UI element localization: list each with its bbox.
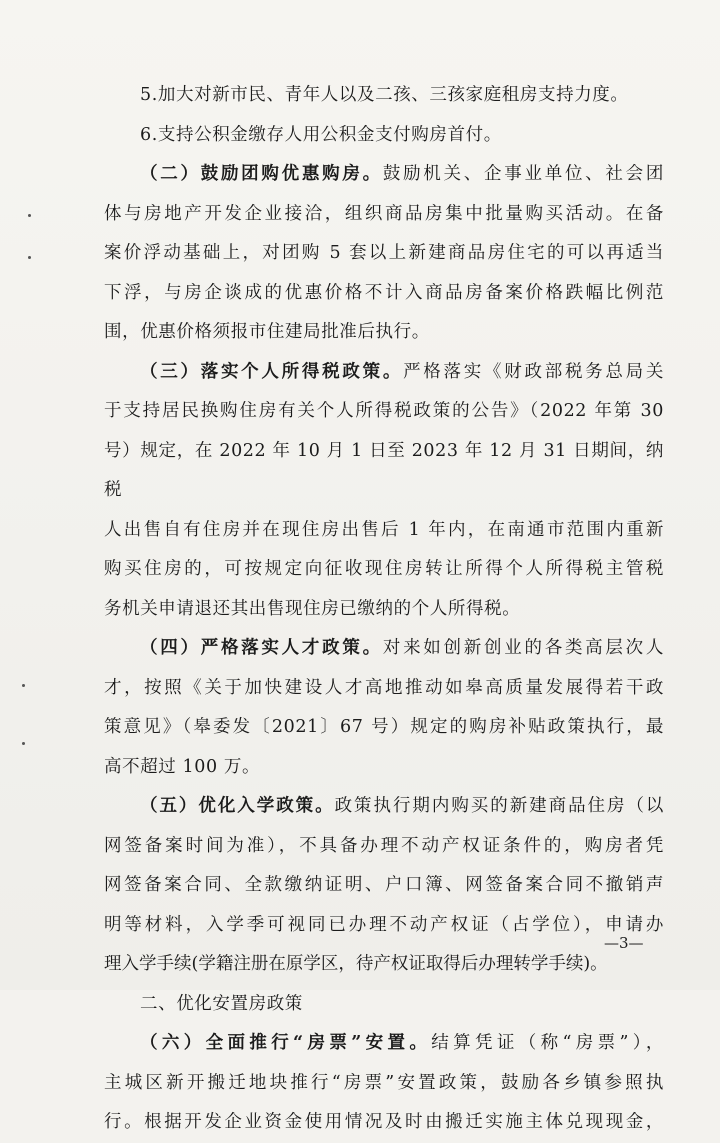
- section-4-title: （四）严格落实人才政策。: [140, 638, 383, 658]
- section-2-line: 案价浮动基础上，对团购 5 套以上新建商品房住宅的可以再适当: [104, 243, 664, 263]
- section-4-text: 对来如创新创业的各类高层次人: [382, 638, 664, 658]
- section-6-first-line: [104, 1024, 664, 1064]
- section-3-line: 购买住房的，可按规定向征收现住房转让所得个人所得税主管税: [104, 559, 664, 579]
- section-5-title: （五）优化入学政策。: [140, 796, 335, 816]
- section-6-text: 结算凭证（称“房票”），: [431, 1033, 665, 1053]
- section-3-line: 人出售自有住房并在现住房出售后 1 年内，在南通市范围内重新: [104, 519, 664, 540]
- section-4-first-line: [104, 629, 664, 669]
- heading-2: 二、优化安置房政策: [140, 993, 303, 1014]
- scan-speck: [28, 214, 31, 217]
- section-4-line: 策意见》（皋委发〔2021〕67 号）规定的购房补贴政策执行，最: [104, 717, 664, 737]
- page-number: —3—: [604, 934, 644, 952]
- section-5-text: 政策执行期内购买的新建商品住房（以: [334, 796, 664, 816]
- body-text: [104, 76, 664, 1143]
- section-2-line: 围，优惠价格须报市住建局批准后执行。: [104, 322, 430, 342]
- section-2-text: 鼓励机关、企事业单位、社会团: [382, 164, 664, 184]
- section-3-text: 严格落实《财政部税务总局关: [403, 361, 664, 382]
- paragraph-item-6: 6.支持公积金缴存人用公积金支付购房首付。: [140, 124, 502, 145]
- scan-speck: [22, 742, 25, 745]
- section-2-first-line: [104, 155, 664, 195]
- section-3-line: 于支持居民换购住房有关个人所得税政策的公告》（2022 年第 30: [104, 401, 664, 421]
- section-5-line: 网签备案时间为准），不具备办理不动产权证条件的，购房者凭: [104, 835, 664, 856]
- scan-speck: [22, 684, 25, 687]
- section-3-title: （三）落实个人所得税政策。: [140, 361, 404, 382]
- section-6-line: 行。根据开发企业资金使用情况及时由搬迁实施主体兑现现金，: [104, 1112, 664, 1132]
- section-5-line: 理入学手续(学籍注册在原学区，待产权证取得后办理转学手续)。: [104, 954, 608, 974]
- section-6-line: 主城区新开搬迁地块推行“房票”安置政策，鼓励各乡镇参照执: [104, 1072, 664, 1093]
- section-4-line: 才，按照《关于加快建设人才高地推动如皋高质量发展得若干政: [104, 677, 664, 698]
- section-3-line: 号）规定，在 2022 年 10 月 1 日至 2023 年 12 月 31 日期间，纳税: [104, 440, 664, 500]
- section-2-line: 体与房地产开发企业接洽，组织商品房集中批量购买活动。在备: [104, 203, 664, 224]
- section-3-first-line: [104, 353, 664, 393]
- section-2-line: 下浮，与房企谈成的优惠价格不计入商品房备案价格跌幅比例范: [104, 282, 664, 303]
- section-3-line: 务机关申请退还其出售现住房已缴纳的个人所得税。: [104, 598, 521, 619]
- scan-speck: [28, 256, 31, 259]
- section-2-title: （二）鼓励团购优惠购房。: [140, 164, 383, 184]
- section-5-line: 明等材料，入学季可视同已办理不动产权证（占学位），申请办: [104, 914, 664, 935]
- paragraph-item-5: 5.加大对新市民、青年人以及二孩、三孩家庭租房支持力度。: [140, 85, 629, 105]
- section-5-line: 网签备案合同、全款缴纳证明、户口簿、网签备案合同不撤销声: [104, 875, 664, 895]
- section-5-first-line: [104, 787, 664, 827]
- section-4-line: 高不超过 100 万。: [104, 756, 261, 777]
- section-6-title: （六）全面推行“房票”安置。: [140, 1033, 432, 1053]
